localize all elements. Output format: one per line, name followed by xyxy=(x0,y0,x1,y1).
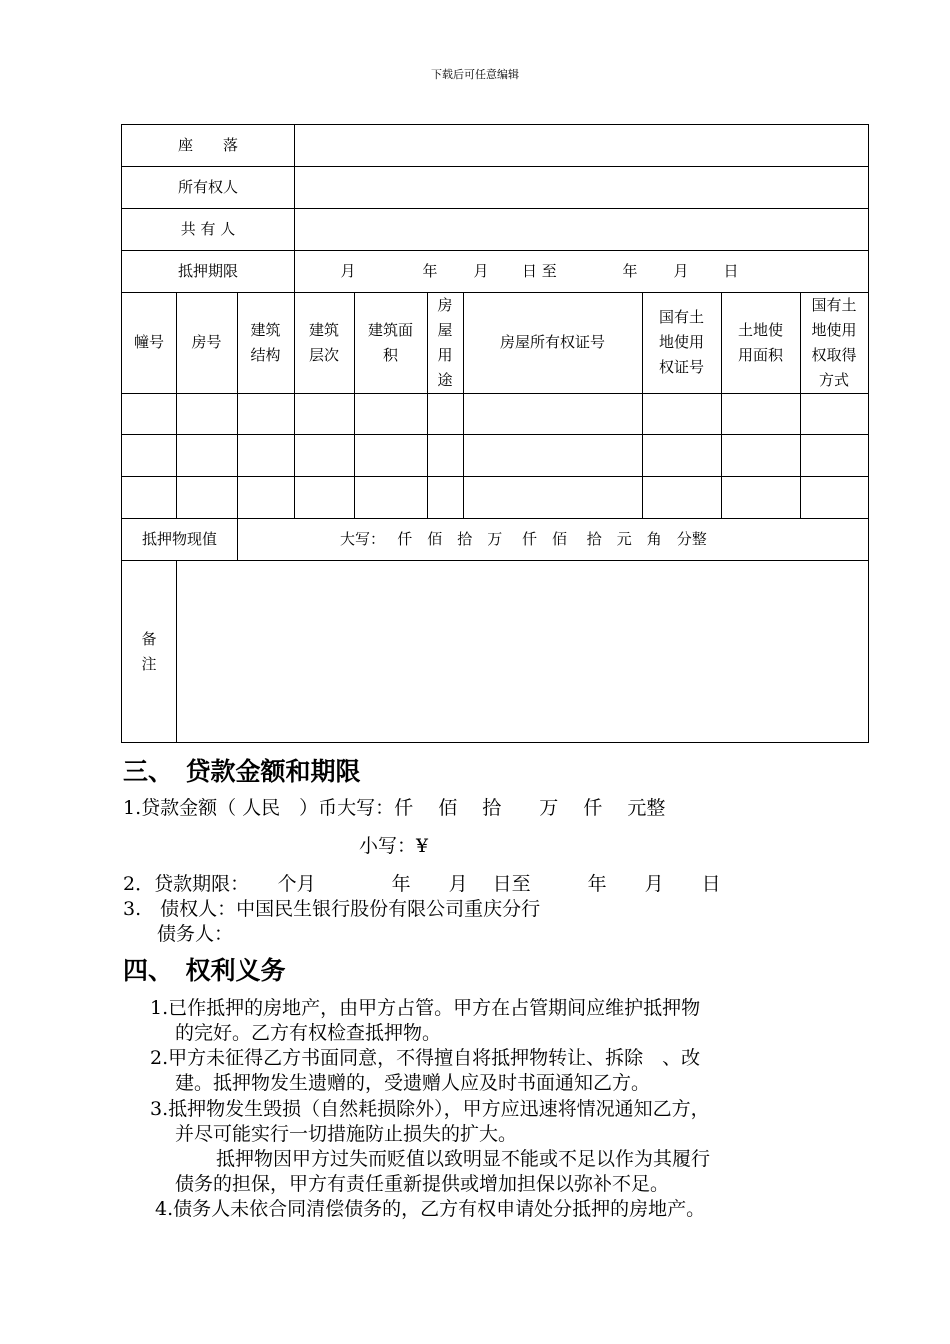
duty-item: 抵押物因甲方过失而贬值以致明显不能或不足以作为其履行 xyxy=(216,1148,711,1170)
term-part: 月 xyxy=(473,262,489,280)
value-label: 抵押物现值 xyxy=(141,530,217,548)
col-header-land-area: 土地使 用面积 xyxy=(737,320,783,364)
remark-label: 备 注 xyxy=(141,630,157,673)
duty-item: 并尽可能实行一切措施防止损失的扩大。 xyxy=(175,1123,518,1145)
duty-item: 4.债务人未依合同清偿债务的，乙方有权申请处分抵押的房地产。 xyxy=(155,1198,706,1220)
loan-term-line: 2．贷款期限： 个月 年 月 日至 年 月 日 xyxy=(123,873,721,895)
value-text: 大写： 仟 佰 拾 万 仟 佰 拾 元 角 分整 xyxy=(340,530,707,548)
col-header-land-method: 国有土 地使用 权取得 方式 xyxy=(811,295,857,389)
term-part: 年 xyxy=(622,262,638,280)
duty-item: 的完好。乙方有权检查抵押物。 xyxy=(175,1022,442,1044)
duty-item: 2.甲方未征得乙方书面同意，不得擅自将抵押物转让、拆除 、改 xyxy=(150,1047,701,1069)
section4-title: 四、 权利义务 xyxy=(123,956,286,985)
owner-label: 所有权人 xyxy=(177,178,238,196)
loan-amount-small: 小写：¥ xyxy=(359,835,429,857)
header-note: 下载后可任意编辑 xyxy=(431,68,519,81)
duty-item: 1.已作抵押的房地产，由甲方占管。甲方在占管期间应维护抵押物 xyxy=(150,997,701,1019)
col-header-area: 建筑面 积 xyxy=(367,320,413,364)
col-header-structure: 建筑 结构 xyxy=(250,320,281,364)
term-part: 月 xyxy=(340,262,356,280)
property-table xyxy=(121,124,869,743)
term-part: 日 至 xyxy=(522,262,557,280)
creditor-line: 3. 债权人：中国民生银行股份有限公司重庆分行 xyxy=(123,898,541,920)
section3-title: 三、 贷款金额和期限 xyxy=(123,757,361,786)
loan-amount-line: 1.贷款金额（ 人民 ）币大写：仟 佰 拾 万 仟 元整 xyxy=(123,797,666,819)
col-header-room: 房号 xyxy=(191,333,222,351)
debtor-line: 债务人： xyxy=(157,923,234,945)
term-part: 月 xyxy=(673,262,689,280)
col-header-building: 幢号 xyxy=(133,333,164,351)
col-header-usage: 房 屋 用 途 xyxy=(437,295,453,389)
location-label: 座 落 xyxy=(177,136,238,154)
duty-item: 3.抵押物发生毁损（自然耗损除外），甲方应迅速将情况通知乙方， xyxy=(150,1098,710,1120)
term-part: 年 xyxy=(422,262,438,280)
term-label: 抵押期限 xyxy=(177,262,238,280)
col-header-floors: 建筑 层次 xyxy=(308,320,339,364)
duty-item: 建。抵押物发生遗赠的，受遗赠人应及时书面通知乙方。 xyxy=(175,1072,651,1094)
coowner-label: 共 有 人 xyxy=(180,220,236,238)
term-part: 日 xyxy=(723,262,739,280)
col-header-land-cert: 国有土 地使用 权证号 xyxy=(658,308,704,376)
duty-item: 债务的担保，甲方有责任重新提供或增加担保以弥补不足。 xyxy=(175,1173,670,1195)
col-header-certificate: 房屋所有权证号 xyxy=(499,333,605,351)
